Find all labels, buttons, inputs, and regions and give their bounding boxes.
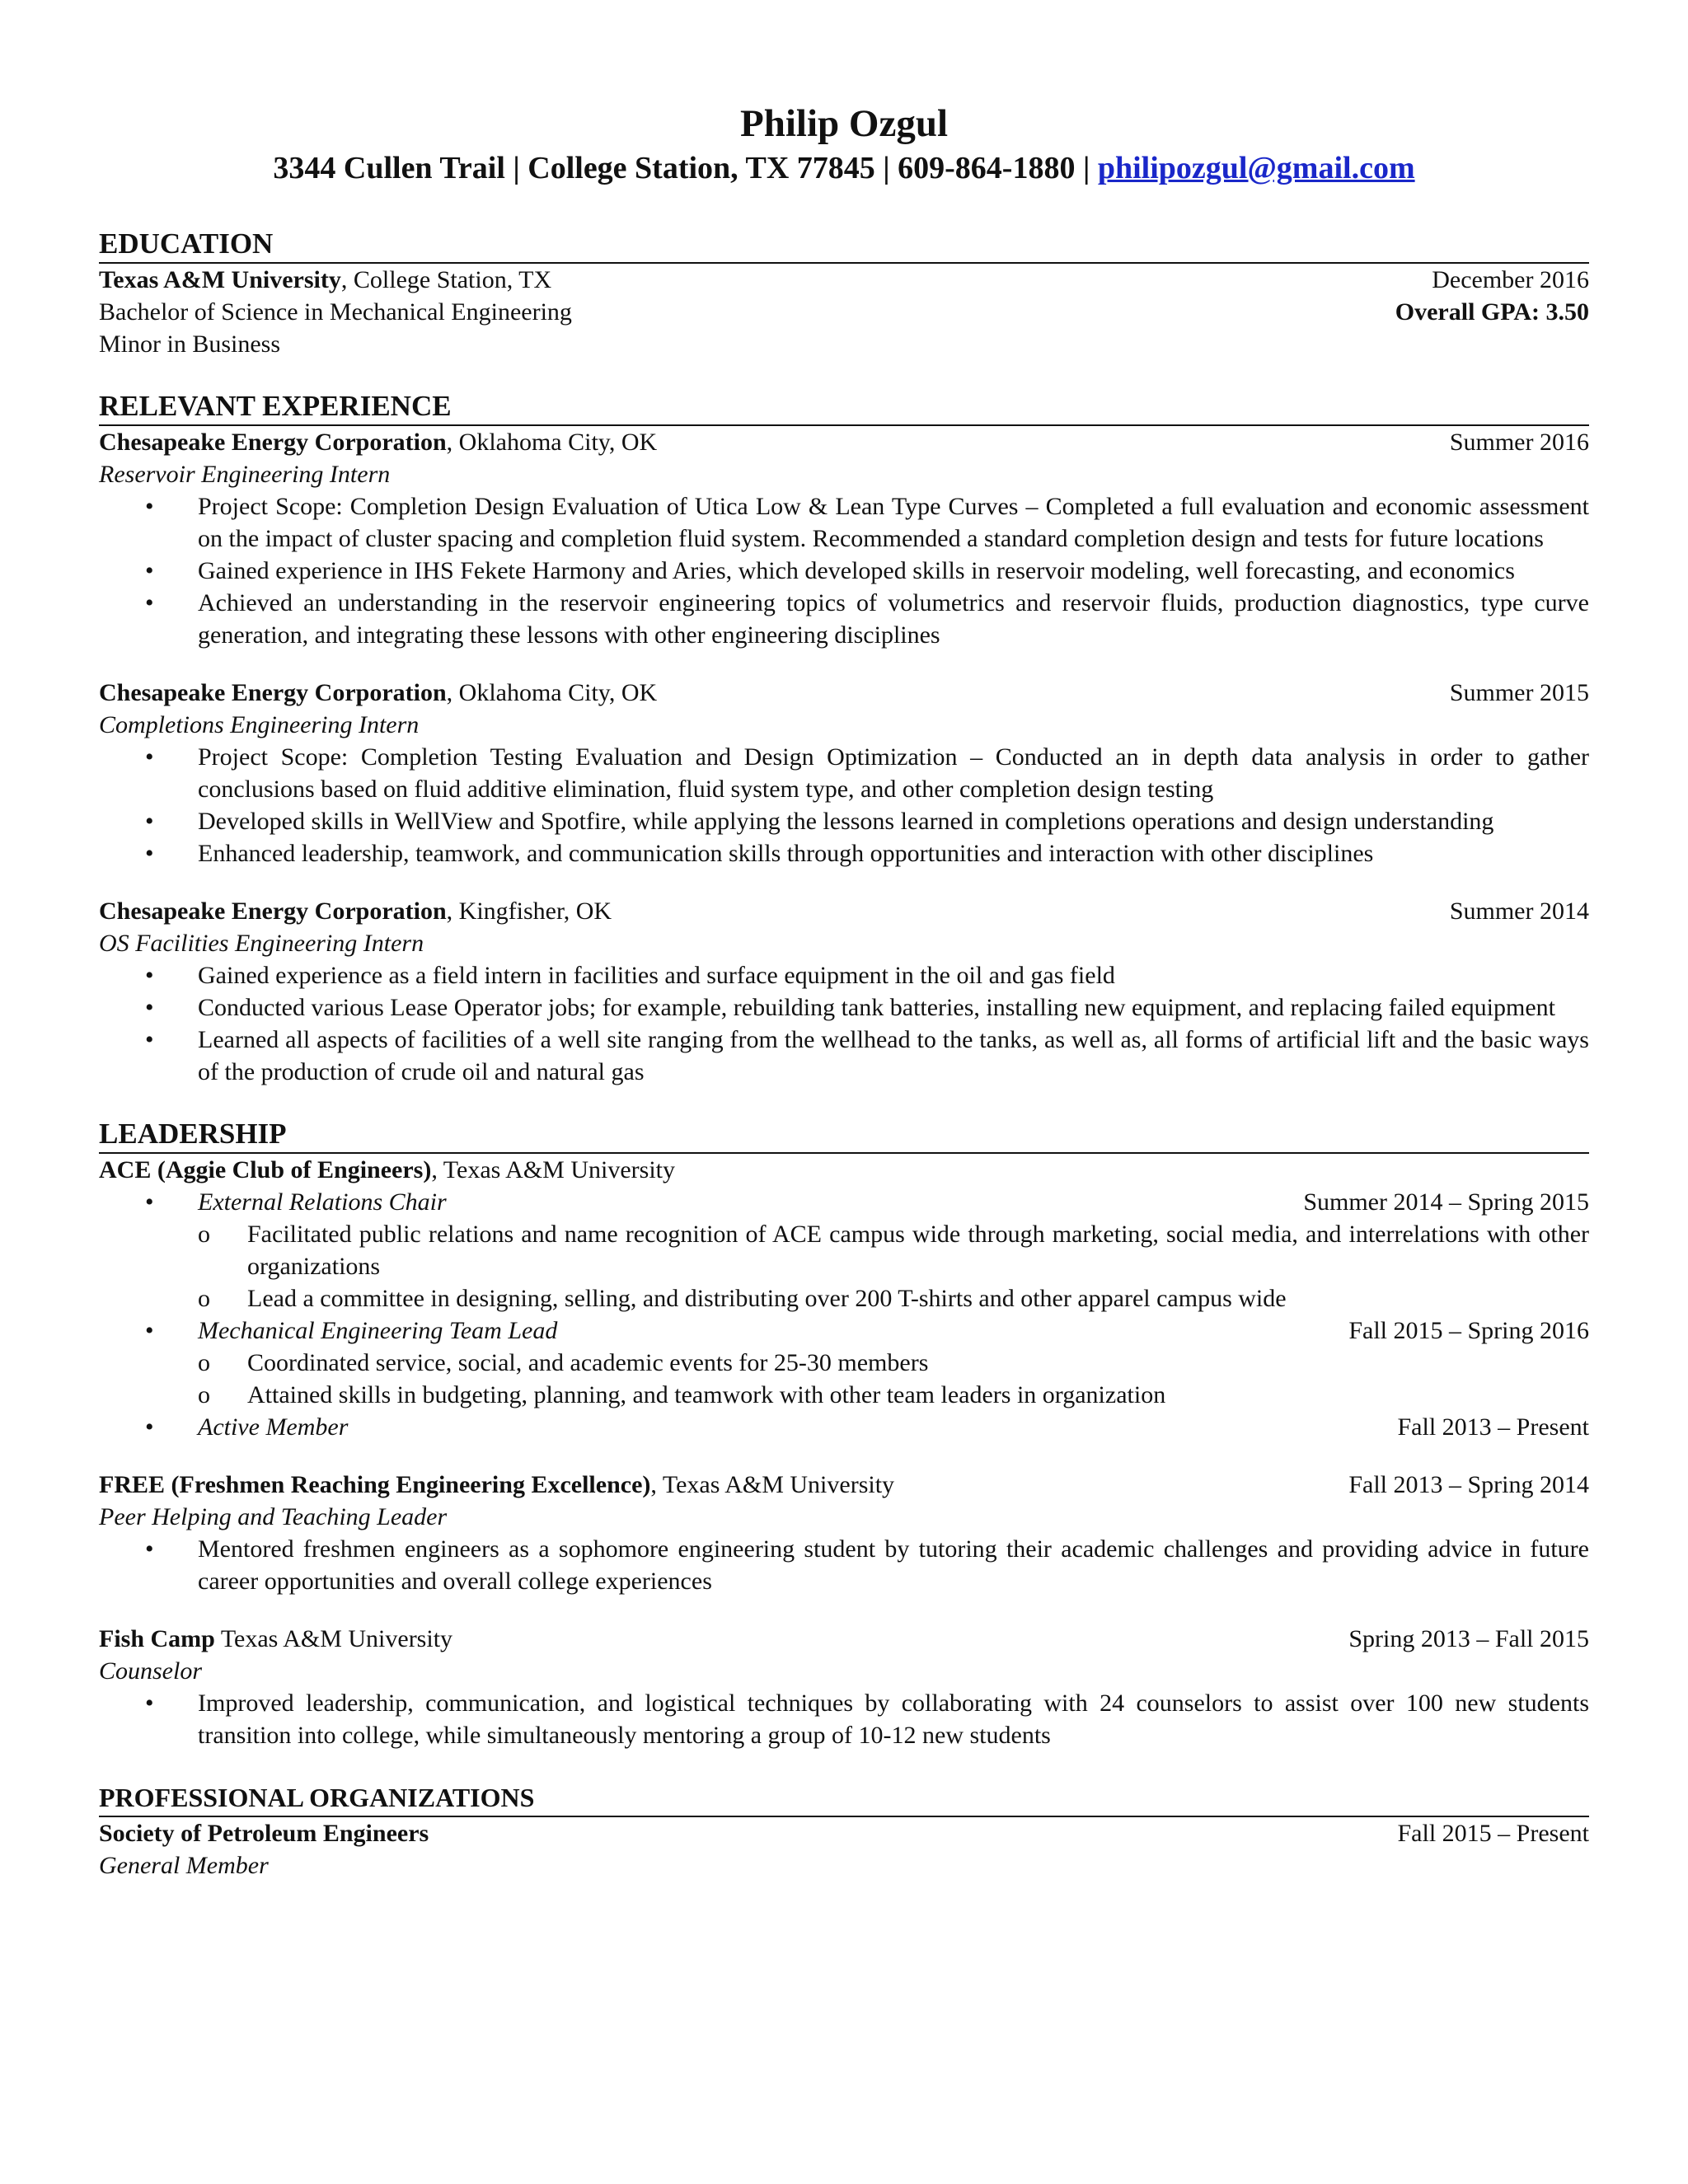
bullet-item [140, 991, 1589, 1024]
bullet-icon: • [145, 589, 154, 616]
ace-roles [140, 1186, 1589, 1218]
job-date: Summer 2015 [1449, 679, 1589, 706]
role-date: Fall 2015 – Spring 2016 [1348, 1317, 1589, 1344]
email-link[interactable]: philipozgul@gmail.com [1097, 151, 1415, 185]
job-date: Summer 2016 [1449, 429, 1589, 456]
role-date: Fall 2013 – Present [1397, 1413, 1589, 1441]
sub-item-text: Attained skills in budgeting, planning, and teamwork with other team leaders in organization [247, 1381, 1166, 1408]
role-item [140, 1315, 1589, 1347]
bullet-icon: • [145, 962, 154, 989]
role-title: Mechanical Engineering Team Lead [198, 1317, 558, 1344]
ace-roles [140, 1411, 1589, 1443]
org-bullets [140, 1533, 1589, 1597]
education-degree-row [99, 296, 1589, 328]
job-title: Completions Engineering Intern [99, 711, 420, 738]
bullet-item [140, 959, 1589, 991]
bullet-item [140, 1024, 1589, 1088]
bullet-item [140, 1687, 1589, 1751]
circle-bullet-icon: o [198, 1285, 210, 1312]
bullet-text: Gained experience in IHS Fekete Harmony and Aries, which developed skills in reservoir modeling, well forecasting, and economics [198, 557, 1515, 584]
education-section [99, 226, 1589, 360]
school-name: Texas A&M University [99, 266, 341, 293]
section-title-organizations: PROFESSIONAL ORGANIZATIONS [99, 1779, 1589, 1817]
org-location: , Texas A&M University [431, 1156, 676, 1183]
minor: Minor in Business [99, 330, 281, 358]
bullet-icon: • [145, 840, 154, 867]
bullet-icon: • [145, 1535, 154, 1563]
bullet-text: Project Scope: Completion Testing Evaluation and Design Optimization – Conducted an in depth data analysis in order to gather conclusions based on fluid additive elimination, fluid system type, and other completion design testing [198, 743, 1589, 803]
leadership-entry-ace [99, 1154, 1589, 1443]
bullet-text: Gained experience as a field intern in facilities and surface equipment in the oil and gas field [198, 962, 1115, 989]
org-date: Fall 2013 – Spring 2014 [1348, 1471, 1589, 1498]
role-subitems [198, 1218, 1589, 1315]
bullet-item [140, 837, 1589, 869]
org-role: General Member [99, 1852, 269, 1879]
role-subitems [198, 1347, 1589, 1411]
ace-roles [140, 1315, 1589, 1347]
leadership-entry-free [99, 1469, 1589, 1597]
circle-bullet-icon: o [198, 1349, 210, 1376]
role-date: Summer 2014 – Spring 2015 [1303, 1188, 1589, 1216]
org-date: Fall 2015 – Present [1397, 1820, 1589, 1847]
sub-item [198, 1379, 1589, 1411]
contact-details: 3344 Cullen Trail | College Station, TX 77845 | 609-864-1880 | [273, 151, 1098, 185]
bullet-icon: • [145, 994, 154, 1021]
bullet-icon: • [145, 1317, 154, 1344]
company-name: Chesapeake Energy Corporation [99, 898, 447, 925]
bullet-icon: • [145, 1026, 154, 1053]
bullet-icon: • [145, 1413, 154, 1441]
company-name: Chesapeake Energy Corporation [99, 429, 447, 456]
job-date: Summer 2014 [1449, 898, 1589, 925]
circle-bullet-icon: o [198, 1221, 210, 1248]
sub-item-text: Facilitated public relations and name recognition of ACE campus wide through marketing, social media, and interrelations with other organizations [247, 1221, 1589, 1280]
bullet-text: Achieved an understanding in the reservoir engineering topics of volumetrics and reservoir fluids, production diagnostics, type curve generation, and integrating these lessons with other engineering disciplines [198, 589, 1589, 649]
job-bullets [140, 959, 1589, 1088]
sub-item-text: Coordinated service, social, and academic events for 25-30 members [247, 1349, 929, 1376]
job-title: OS Facilities Engineering Intern [99, 930, 424, 957]
role-item [140, 1411, 1589, 1443]
bullet-icon: • [145, 1188, 154, 1216]
org-name: Society of Petroleum Engineers [99, 1820, 429, 1847]
section-title-education: EDUCATION [99, 226, 1589, 264]
person-name: Philip Ozgul [739, 102, 949, 145]
bullet-item [140, 490, 1589, 555]
bullet-text: Developed skills in WellView and Spotfire, while applying the lessons learned in completions operations and design understanding [198, 808, 1494, 835]
company-location: , Oklahoma City, OK [446, 679, 658, 706]
job-entry [99, 426, 1589, 651]
sub-item [198, 1218, 1589, 1282]
section-title-leadership: LEADERSHIP [99, 1116, 1589, 1154]
organizations-section [99, 1779, 1589, 1882]
job-entry [99, 677, 1589, 869]
bullet-item [140, 555, 1589, 587]
org-name: ACE (Aggie Club of Engineers) [99, 1156, 432, 1183]
bullet-icon: • [145, 1690, 154, 1717]
org-name: FREE (Freshmen Reaching Engineering Excellence) [99, 1471, 651, 1498]
company-location: , Oklahoma City, OK [446, 429, 658, 456]
bullet-text: Learned all aspects of facilities of a well site ranging from the wellhead to the tanks, as well as, all forms of artificial lift and the basic ways of the production of crude oil and natural gas [198, 1026, 1589, 1085]
gpa: Overall GPA: 3.50 [1395, 298, 1589, 326]
bullet-text: Enhanced leadership, teamwork, and communication skills through opportunities and interaction with other disciplines [198, 840, 1374, 867]
bullet-text: Mentored freshmen engineers as a sophomore engineering student by tutoring their academic challenges and providing advice in future career opportunities and overall college experiences [198, 1535, 1589, 1595]
org-role: Counselor [99, 1657, 203, 1685]
education-minor-row [99, 328, 1589, 360]
circle-bullet-icon: o [198, 1381, 210, 1408]
education-school-row [99, 264, 1589, 296]
org-location: , Texas A&M University [650, 1471, 895, 1498]
sub-item [198, 1282, 1589, 1315]
bullet-icon: • [145, 808, 154, 835]
bullet-item [140, 1533, 1589, 1597]
bullet-text: Project Scope: Completion Design Evaluation of Utica Low & Lean Type Curves – Completed a full evaluation and economic assessment on the impact of cluster spacing and completion fluid system. Recommended a standard completion design and tests for future locations [198, 493, 1589, 552]
org-location: Texas A&M University [214, 1625, 453, 1652]
leadership-section [99, 1116, 1589, 1751]
graduation-date: December 2016 [1432, 266, 1589, 293]
company-name: Chesapeake Energy Corporation [99, 679, 447, 706]
contact-line [99, 148, 1589, 188]
experience-section [99, 388, 1589, 1088]
company-location: , Kingfisher, OK [446, 898, 612, 925]
org-name: Fish Camp [99, 1625, 215, 1652]
bullet-icon: • [145, 557, 154, 584]
job-title: Reservoir Engineering Intern [99, 461, 391, 488]
degree: Bachelor of Science in Mechanical Engineering [99, 298, 572, 326]
bullet-text: Conducted various Lease Operator jobs; for example, rebuilding tank batteries, installing new equipment, and replacing failed equipment [198, 994, 1555, 1021]
sub-item [198, 1347, 1589, 1379]
job-entry [99, 895, 1589, 1088]
role-title: Active Member [198, 1413, 349, 1441]
org-bullets [140, 1687, 1589, 1751]
bullet-icon: • [145, 493, 154, 520]
bullet-item [140, 805, 1589, 837]
sub-item-text: Lead a committee in designing, selling, and distributing over 200 T-shirts and other apparel campus wide [247, 1285, 1287, 1312]
role-item [140, 1186, 1589, 1218]
bullet-text: Improved leadership, communication, and logistical techniques by collaborating with 24 counselors to assist over 100 new students transition into college, while simultaneously mentoring a group of 10-12 new students [198, 1690, 1589, 1749]
leadership-entry-fishcamp [99, 1623, 1589, 1751]
resume-header [99, 99, 1589, 188]
bullet-item [140, 587, 1589, 651]
school-location: , College Station, TX [340, 266, 552, 293]
role-title: External Relations Chair [198, 1188, 447, 1216]
org-date: Spring 2013 – Fall 2015 [1348, 1625, 1589, 1652]
job-bullets [140, 490, 1589, 651]
org-role: Peer Helping and Teaching Leader [99, 1503, 448, 1530]
bullet-icon: • [145, 743, 154, 771]
section-title-experience: RELEVANT EXPERIENCE [99, 388, 1589, 426]
job-bullets [140, 741, 1589, 869]
bullet-item [140, 741, 1589, 805]
